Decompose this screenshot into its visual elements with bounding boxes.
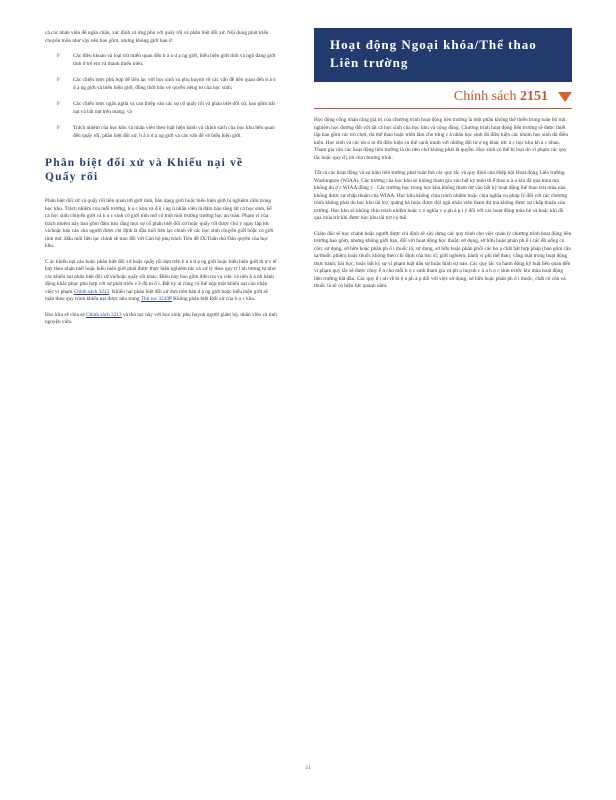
bullet-icon: F xyxy=(57,78,60,83)
section-banner: Hoạt động Ngoại khóa/Thể thao Liên trường xyxy=(314,28,572,82)
page-number: 21 xyxy=(305,766,311,771)
left-column xyxy=(45,30,277,335)
procedure-3210p-link[interactable]: Thủ tục 3210P xyxy=(140,296,172,302)
triangle-down-icon xyxy=(558,92,572,102)
divider xyxy=(314,108,572,109)
body-paragraph: Tất cả các hoạt động và sự kiện liên trường phải tuân thủ các quy tắc và quy định của Hiệp hội Hoạt động Liên trường Washington (WIAA). Các trường của học khu sẽ không tham gia vào bất kỳ môn th ể thao n à o khi đã qua mùa mà không du ợ c WIAA đồng ý . Các trường học trong học khu không tham dự vào bất kỳ hoạt động thể thao trái mùa nào không được sự chấp thuận của WIAA. Học khu không chịu trách nhiệm hoặc chịu nghĩa vụ pháp lý đối với các chương trình không phải do học khu tài trợ, quảng bá hoặc được đội ngũ nhân viên tham dự mà không được sự chấp thuận của trường. Học khu sẽ không chịu trách nhiệm hoặc c ó nghĩa v ụ ph á p l ý đối với các hoạt động mùa hè và hoặc khi đã qua mùa trừ khi được học khu tài trợ cụ thể. xyxy=(314,170,568,221)
policy-title: Chính sách 2151 xyxy=(453,89,548,105)
list-item: F Trách nhiệm của học khu và nhân viên theo luật hiện hành và chính sách của học khu liên quan đến quấy rối, phân biệt đối xử, b ả n d ạ ng giới và các vấn đề về biểu hiện giới. xyxy=(57,125,275,139)
bullet-icon: F xyxy=(57,126,60,131)
bullet-icon: F xyxy=(57,102,60,107)
professional-development-list xyxy=(45,53,277,140)
right-column xyxy=(314,28,572,299)
policy-3213-link[interactable]: Chính sách 3213 xyxy=(73,288,110,295)
list-item: F Các chiến lược ngăn ngừa và can thiệp vào các sự cố quấy rối và phân biệt đối xử, bao gồm bắt nạt và bắt nạt trên mạng; và xyxy=(57,101,275,115)
body-paragraph: C ác khiếu nại cáo buộc phân biệt đối xử hoặc quấy rối dựa trên b ả n d ạ ng giới hoặc biểu hiện giới th ự c tế hay theo nhận biết hoặc biểu hiện giới phải được thực hiện nghiêm túc và xử lý theo quy tr ì nh tương tự như các khiếu nại phân biệt đối xử và/hoặc quấy rối khác. Điều này bao gồm điều tra vụ việc và tiến h à nh hành động khắc phục phù hợp với sự phát triển v ề độ tu ổ i. Bất kỳ ai cũng có thể nộp một khiếu nại cáo nhận việc vi phạm Chính sách 3213. Khiếu nại phân biệt đối xử dựa trên bản d ạ ng giới hoặc biểu hiện giới sẽ tuân theo quy trình khiếu nại được nêu trong Thủ tục 3210P Không phân biệt Đối xử của h ọ c khu. xyxy=(45,258,277,302)
list-item: F Các điều khoản và loại trừ miễn quan đến b ả n d ạ ng giới, biểu hiện giới tính và ngủ đang giới tính ở trẻ em và thanh thiếu niên; xyxy=(57,53,276,67)
list-item: F Các chiến lược phù hợp để liên lạc với học sinh và phụ huynh về các vấn đề liên quan đến b ả n d ạ ng giới và biểu hiện giới, đồng thời bảo vệ quyền riêng tư của học sinh; xyxy=(57,77,276,91)
bullet-icon: F xyxy=(57,54,60,59)
body-paragraph: Học động công nhận rằng giá trị của chương trình hoạt động liên trường là một phần không thể thiếu trong toàn bộ trải nghiệm học đường đối với tất cả học sinh của học khu và cộng đồng. Chương trình hoạt động liên trường sẽ được thiết lập bao gồm các trò chơi, thi thể thao hoặc triển lãm cho từng c ả nhân học sinh đủ điều kiện các nhóm học sinh đủ điều kiện. Học sinh và các nh ó m đủ điều kiện có thể cạnh tranh với những đối tư ợ ng khác tức ả c học khu kh á c nhau. Tham gia vào các hoạt động liên trường là ưu tiên chứ không phải là quyền. Học sinh có thể bị loại do vi phạm các quy tắc hoặc quy đ ị nh của chương trình. xyxy=(314,117,568,161)
section-heading: Phân biệt đối xử và Khiếu nại về Quấy rối xyxy=(45,157,244,183)
policy-header xyxy=(314,89,572,105)
body-paragraph: Giám đốc sẽ học chánh hoặc người được chỉ định sẽ xây dựng các quy trình cho việc quản lý chương trình hoạt động liên trường bao gồm, nhưng không giới hạn, đối với hoạt động học thuật; sử dụng, sở hữu hoặc phân ph ố i các đồ uống có cồn; sử dụng, sở hữu hoặc phân ph ố i thuốc lá; sử dụng, sở hữu hoặc phân phối các ho ạ chất bất hợp pháp (bao gồm cần sa/thuốc phiện) hoặc thuốc không theo chỉ định của bác sĩ; giới nghiêm; hành vi phi thể thao; vắng mặt trong hoạt động thực hành; bài học; hoặc bất kỳ sự vi phạm luật dân sự hoặc hình sự nào. Các quy tắc và hành động kỷ luật liên quan đến vi phạm quy tắc sẽ được chuy ể n cho mỗi h ọ c sinh tham gia và ph ụ huynh c ủ a h ọ c sinh trước khi mùa hoạt động liên trường bắt đầu. Các quy đ ị nh về bi ệ n ph á p đối với việc sử dụng, sở hữu hoặc phân ph ố i thuốc, chất có cồn và thuốc lá sẽ có hiệu lực quanh năm. xyxy=(314,230,572,289)
body-paragraph: Phân biệt đối xử và quấy rối liên quan tới giới tính, bản dạng giới hoặc biểu hiện giới bị nghiêm cấm trong học khu. Trách nhiệm của mỗi trường, h ọ c khu và đ ộ i ng ũ nhân viên là đảm bảo rằng tất cả học sinh, kể cả học sinh chuyển giới và h ọ c sinh có giới tính mở có một môi trường trường học an toàn. Phạm vi của trách nhiệm này bao gồm đảm bảo rằng mọi sự cố phân biệt đối xử hoặc quấy rối được chú ý ngay lập tức và/hoặc báo cáo cho người được chỉ định là đầu mối liên lạc chính về các học sinh chuyển giới hoặc có giới tính mở. Đầu mối liên lạc chính sẽ trao đổi với Cán bộ phụ trách Tiêu đề IX/Tuân thủ Dân quyền của học khu. xyxy=(45,198,274,249)
policy-3213-link[interactable]: Chính sách 3213 xyxy=(86,311,122,318)
body-paragraph: Học khu sẽ chia sẻ Chính sách 3213 và thủ tục này với học sinh, phụ huynh người giám hộ, nhân viên và tình nguyện viên. xyxy=(45,311,277,325)
intro-paragraph: cả các nhân viên để ngăn chặn, xác định và ứng phó với quấy rối và phân biệt đối xử. Nội dung phát triển chuyên môn như vậy nên bao gồm, nhưng không giới hạn ở: xyxy=(45,30,269,44)
